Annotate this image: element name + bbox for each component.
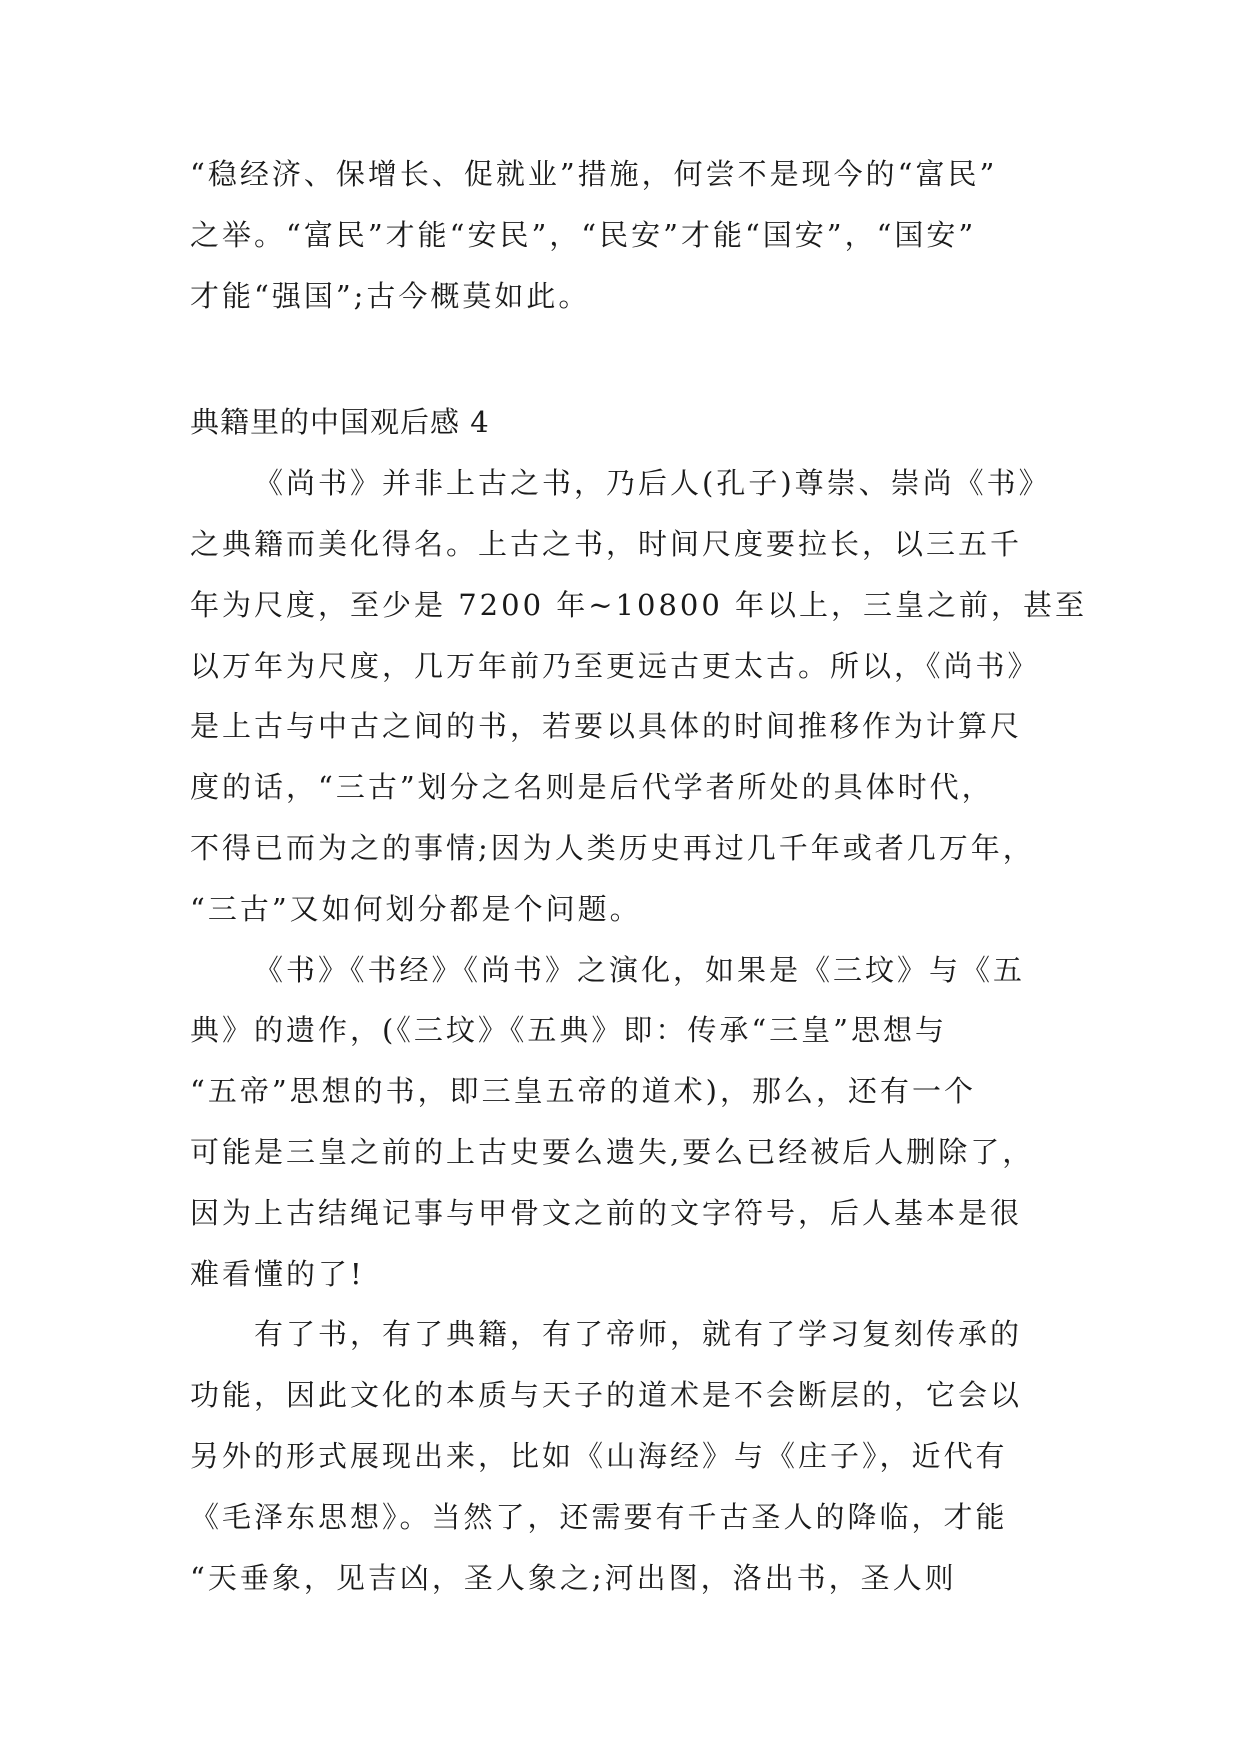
text-line: 有了书，有了典籍，有了帝师，就有了学习复刻传承的 xyxy=(254,1317,1023,1352)
text-line: 才能“强国”;古今概莫如此。 xyxy=(190,278,591,313)
paragraph-3 xyxy=(190,1304,1090,1608)
text-line: “天垂象，见吉凶，圣人象之;河出图，洛出书，圣人则 xyxy=(190,1560,957,1595)
text-line: 是上古与中古之间的书，若要以具体的时间推移作为计算尺 xyxy=(190,709,1023,744)
text-line: 不得已而为之的事情;因为人类历史再过几千年或者几万年， xyxy=(190,830,1035,865)
text-line: “五帝”思想的书，即三皇五帝的道术)，那么，还有一个 xyxy=(190,1074,976,1109)
text-line: 难看懂的了! xyxy=(190,1256,365,1291)
text-line: 可能是三皇之前的上古史要么遗失,要么已经被后人删除了， xyxy=(190,1134,1035,1169)
section-spacer xyxy=(190,326,1090,392)
text-line: 以万年为尺度，几万年前乃至更远古更太古。所以，《尚书》 xyxy=(190,648,1040,683)
text-line: 另外的形式展现出来，比如《山海经》与《庄子》，近代有 xyxy=(190,1438,1008,1473)
section-title: 典籍里的中国观后感 4 xyxy=(190,405,490,440)
text-line: “三古”又如何划分都是个问题。 xyxy=(190,891,642,926)
document-body xyxy=(190,144,1090,1608)
text-line: 《书》《书经》《尚书》之演化，如果是《三坟》与《五 xyxy=(254,952,1026,987)
text-line: 典》的遗作，(《三坟》《五典》即：传承“三皇”思想与 xyxy=(190,1013,947,1048)
text-line: 度的话，“三古”划分之名则是后代学者所处的具体时代， xyxy=(190,770,994,805)
text-line: “稳经济、保增长、促就业”措施，何尝不是现今的“富民” xyxy=(190,157,998,191)
paragraph-1 xyxy=(190,453,1090,939)
text-line: 之举。“富民”才能“安民”，“民安”才能“国安”，“国安” xyxy=(190,217,977,252)
paragraph-2 xyxy=(190,940,1090,1305)
text-line: 年为尺度，至少是 7200 年~10800 年以上，三皇之前，甚至 xyxy=(190,587,1088,622)
text-line: 之典籍而美化得名。上古之书，时间尺度要拉长，以三五千 xyxy=(190,526,1023,561)
text-line: 功能，因此文化的本质与天子的道术是不会断层的，它会以 xyxy=(190,1378,1023,1413)
text-line: 《尚书》并非上古之书，乃后人(孔子)尊崇、崇尚《书》 xyxy=(254,466,1051,501)
text-line: 《毛泽东思想》。当然了，还需要有千古圣人的降临，才能 xyxy=(190,1499,1008,1534)
text-line: 因为上古结绳记事与甲骨文之前的文字符号，后人基本是很 xyxy=(190,1195,1023,1230)
